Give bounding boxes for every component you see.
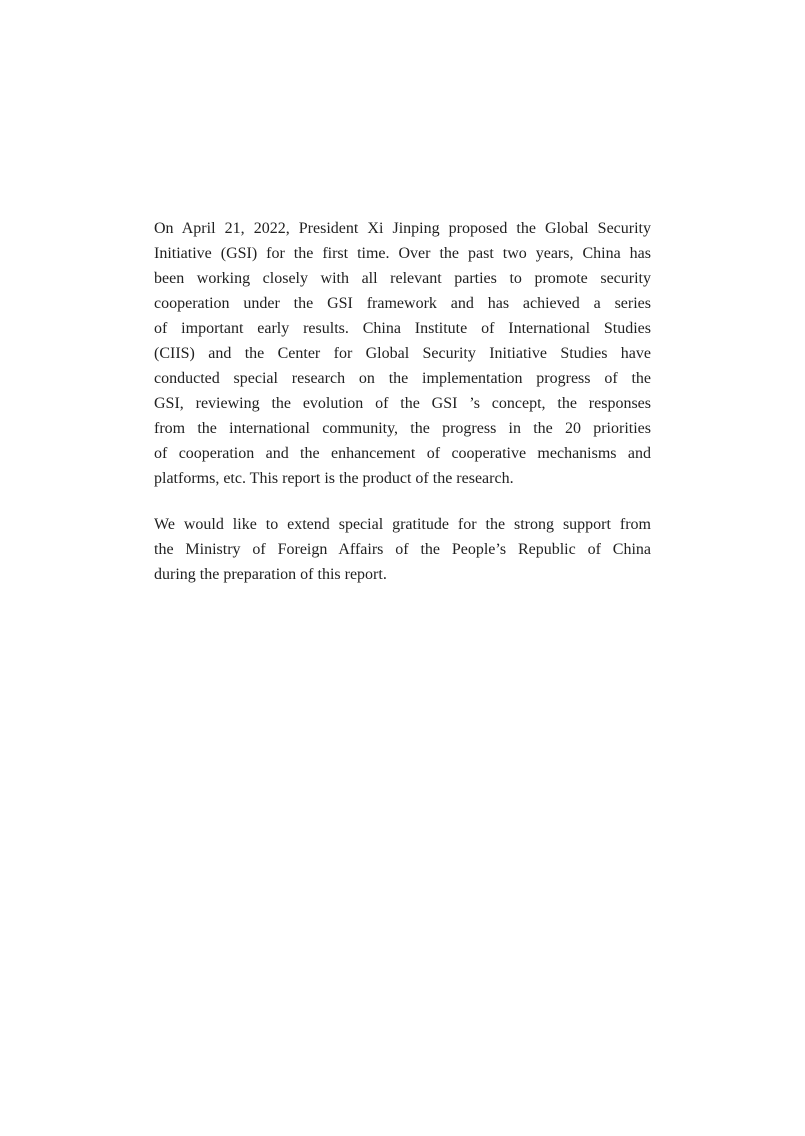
text-line: conducted special research on the implementation progress of the	[154, 370, 651, 387]
text-line: the Ministry of Foreign Affairs of the People’s Republic of China	[154, 541, 651, 558]
text-line: during the preparation of this report.	[154, 566, 387, 583]
paragraph-1	[154, 216, 651, 491]
text-line: (CIIS) and the Center for Global Security Initiative Studies have	[154, 345, 651, 362]
text-line: been working closely with all relevant parties to promote security	[154, 270, 651, 287]
text-line: cooperation under the GSI framework and has achieved a series	[154, 295, 651, 312]
text-line: of cooperation and the enhancement of cooperative mechanisms and	[154, 445, 651, 462]
body-text-block	[154, 216, 651, 608]
text-line: from the international community, the progress in the 20 priorities	[154, 420, 651, 437]
text-line: We would like to extend special gratitude for the strong support from	[154, 516, 651, 533]
text-line: On April 21, 2022, President Xi Jinping proposed the Global Security	[154, 220, 651, 237]
text-line: platforms, etc. This report is the product of the research.	[154, 470, 514, 487]
text-line: Initiative (GSI) for the first time. Over the past two years, China has	[154, 245, 651, 262]
text-line: GSI, reviewing the evolution of the GSI ’s concept, the responses	[154, 395, 651, 412]
text-line: of important early results. China Institute of International Studies	[154, 320, 651, 337]
paragraph-2	[154, 512, 651, 587]
